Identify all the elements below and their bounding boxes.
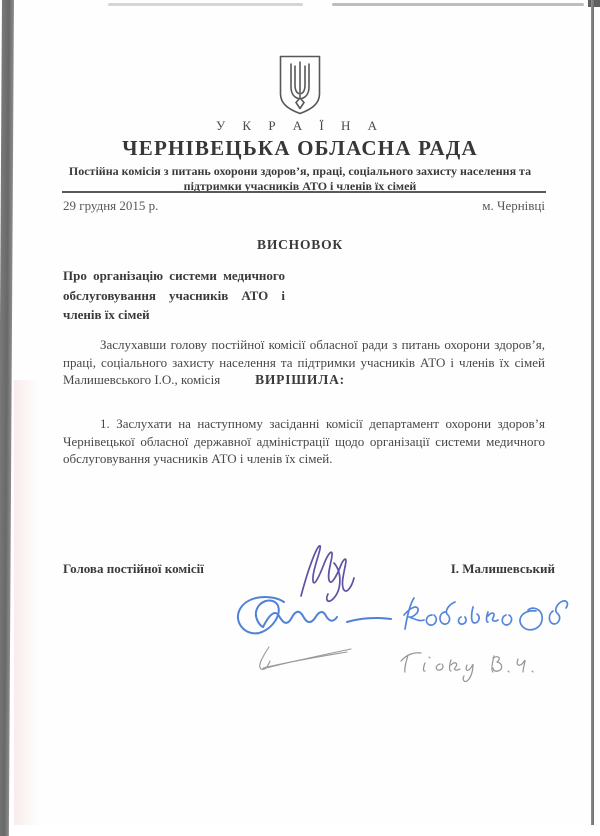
document-type-heading: ВИСНОВОК [257,237,343,252]
handwritten-note-blue [404,598,567,630]
document-subject: Про організацію системи медичного обслуговування учасників АТО і членів їх сімей [63,268,285,322]
resolution-item: 1. Заслухати на наступному засіданні комісії департамент охорони здоров’я Чернівецької обласної державної адміністрації щодо організації системи медичного обслуговування учасників АТО і членів їх сімей. [63,416,545,467]
document-city: м. Чернівці [482,198,545,213]
meta-row [63,198,545,214]
country-name: У К Р А Ї Н А [215,118,385,133]
scan-artifact-pink-tint [14,380,40,825]
document-header [0,54,600,195]
signer-title: Голова постійної комісії [63,561,204,576]
scan-artifact-top-streak-right [332,3,584,6]
preamble-paragraph: Заслухавши голову постійної комісії обласної ради з питань охорони здоров’я, праці, соціального захисту населення та підтримки учасників АТО і членів їх сімей Малишевського І.О., комісія [63,337,545,388]
ukraine-trident-icon [277,54,323,116]
ink-signature-blue [238,597,391,633]
resolution-heading: ВИРІШИЛА: [255,372,345,387]
signer-name: І. Малишевський [450,561,555,576]
commission-subtitle-line1: Постійна комісія з питань охорони здоров’я, праці, соціального захисту населення та [68,164,532,178]
pencil-signature-gray [260,647,351,669]
commission-subtitle-line2: підтримки учасників АТО і членів їх сімей [183,179,417,194]
document-date: 29 грудня 2015 р. [63,198,159,213]
scan-artifact-corner-mark [588,0,600,7]
header-divider [62,191,546,193]
signature-block [63,561,555,577]
scan-artifact-right-edge [591,0,594,825]
council-title: ЧЕРНІВЕЦЬКА ОБЛАСНА РАДА [122,136,478,160]
handwritten-note-gray [401,653,533,682]
scan-artifact-left-band [0,0,14,836]
scan-artifact-top-streak-left [108,3,303,6]
